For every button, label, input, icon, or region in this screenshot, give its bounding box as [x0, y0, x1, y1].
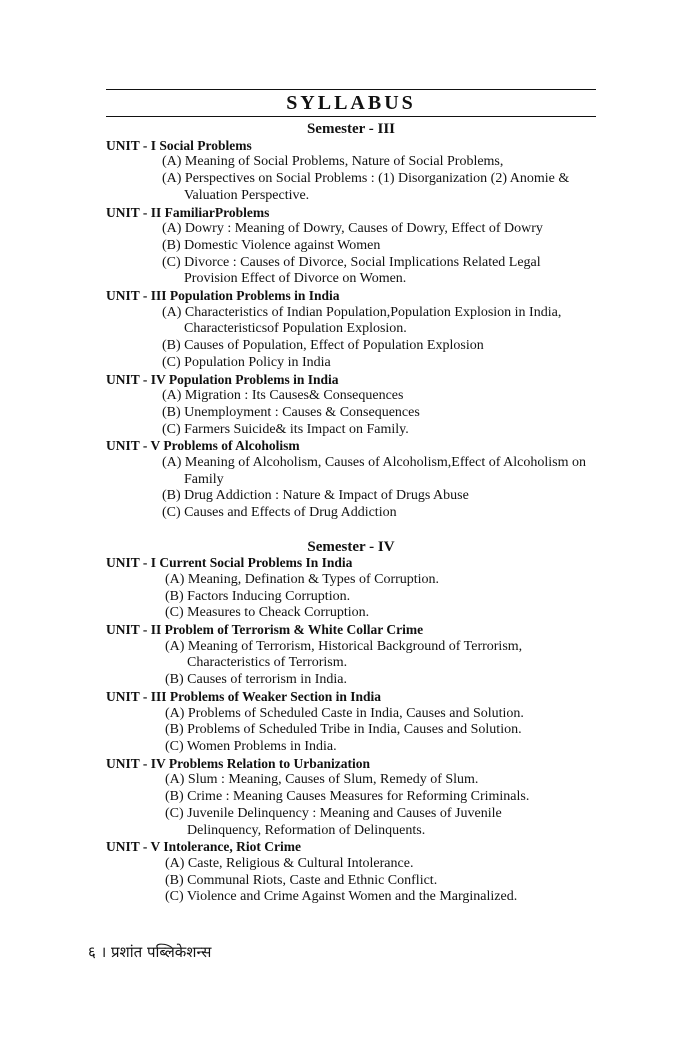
item-text: (B) Problems of Scheduled Tribe in India, Causes and Solution. [165, 722, 522, 738]
unit-title: UNIT - III Problems of Weaker Section in India [106, 688, 382, 704]
unit-block [106, 438, 606, 522]
item-text: (C) Juvenile Delinquency : Meaning and Causes of Juvenile [165, 805, 502, 821]
item-text: (A) Problems of Scheduled Caste in India, Causes and Solution. [165, 705, 524, 721]
item-text: (B) Causes of Population, Effect of Population Explosion [162, 338, 484, 354]
item-text: (B) Unemployment : Causes & Consequences [162, 404, 420, 420]
syllabus-item [106, 589, 606, 606]
syllabus-item [106, 455, 606, 488]
semester-heading: Semester - IV [307, 538, 395, 555]
semester-section [106, 121, 606, 522]
syllabus-item [106, 338, 606, 355]
syllabus-item [106, 739, 606, 756]
item-continuation: Delinquency, Reformation of Delinquents. [187, 822, 426, 838]
syllabus-item [106, 672, 606, 689]
unit-block [106, 622, 606, 689]
unit-title: UNIT - I Social Problems [106, 137, 252, 153]
title-underline [106, 116, 596, 117]
unit-title: UNIT - II Problem of Terrorism & White Collar Crime [106, 622, 424, 638]
syllabus-item [106, 722, 606, 739]
item-text: (A) Dowry : Meaning of Dowry, Causes of Dowry, Effect of Dowry [162, 221, 543, 237]
syllabus-item [106, 572, 606, 589]
item-text: (A) Slum : Meaning, Causes of Slum, Remedy of Slum. [165, 772, 479, 788]
item-text: (C) Farmers Suicide& its Impact on Family. [162, 421, 409, 437]
unit-block [106, 138, 606, 205]
unit-block [106, 839, 606, 906]
top-rule [106, 89, 596, 90]
item-text: (C) Divorce : Causes of Divorce, Social Implications Related Legal [162, 254, 541, 270]
syllabus-item [106, 505, 606, 522]
syllabus-item [106, 355, 606, 372]
unit-title: UNIT - I Current Social Problems In India [106, 555, 353, 571]
unit-block [106, 689, 606, 756]
syllabus-item [106, 889, 606, 906]
syllabus-item [106, 605, 606, 622]
syllabus-item [106, 305, 606, 338]
item-text: (B) Drug Addiction : Nature & Impact of Drugs Abuse [162, 488, 469, 504]
unit-title: UNIT - V Problems of Alcoholism [106, 438, 300, 454]
syllabus-content [106, 121, 606, 906]
syllabus-item [106, 706, 606, 723]
item-text: (A) Migration : Its Causes& Consequences [162, 388, 404, 404]
item-text: (B) Causes of terrorism in India. [165, 672, 347, 688]
syllabus-item [106, 422, 606, 439]
page-footer: ६ । प्रशांत पब्लिकेशन्स [88, 943, 212, 961]
unit-block [106, 555, 606, 622]
syllabus-item [106, 154, 606, 171]
syllabus-item [106, 388, 606, 405]
item-continuation: Valuation Perspective. [184, 187, 310, 203]
item-continuation: Characteristics of Terrorism. [187, 655, 348, 671]
unit-block [106, 205, 606, 289]
unit-title: UNIT - III Population Problems in India [106, 288, 340, 304]
item-text: (A) Meaning, Defination & Types of Corruption. [165, 571, 440, 587]
unit-title: UNIT - IV Problems Relation to Urbanization [106, 755, 371, 771]
unit-block [106, 372, 606, 439]
item-text: (B) Factors Inducing Corruption. [165, 588, 351, 604]
semester-section [106, 539, 606, 906]
item-text: (C) Violence and Crime Against Women and the Marginalized. [165, 889, 518, 905]
syllabus-item [106, 488, 606, 505]
syllabus-item [106, 405, 606, 422]
item-text: (A) Meaning of Alcoholism, Causes of Alcoholism,Effect of Alcoholism on [162, 455, 586, 471]
item-text: (A) Characteristics of Indian Population,Population Explosion in India, [162, 304, 562, 320]
unit-title: UNIT - V Intolerance, Riot Crime [106, 839, 301, 855]
item-text: (B) Communal Riots, Caste and Ethnic Conflict. [165, 872, 438, 888]
item-text: (C) Causes and Effects of Drug Addiction [162, 505, 397, 521]
syllabus-item [106, 238, 606, 255]
item-text: (B) Crime : Meaning Causes Measures for Reforming Criminals. [165, 789, 530, 805]
item-text: (A) Perspectives on Social Problems : (1) Disorganization (2) Anomie & [162, 171, 570, 187]
syllabus-item [106, 806, 606, 839]
semester-heading: Semester - III [306, 121, 396, 137]
syllabus-item [106, 789, 606, 806]
syllabus-item [106, 221, 606, 238]
unit-block [106, 288, 606, 372]
syllabus-item [106, 255, 606, 288]
item-continuation: Family [184, 471, 224, 487]
item-text: (C) Measures to Cheack Corruption. [165, 605, 370, 621]
page-title: SYLLABUS [286, 92, 416, 114]
syllabus-item [106, 856, 606, 873]
item-continuation: Provision Effect of Divorce on Women. [184, 271, 407, 287]
item-text: (A) Caste, Religious & Cultural Intolerance. [165, 855, 414, 871]
item-text: (C) Population Policy in India [162, 354, 331, 370]
item-text: (C) Women Problems in India. [165, 739, 337, 754]
unit-block [106, 756, 606, 840]
item-text: (A) Meaning of Social Problems, Nature of Social Problems, [162, 154, 504, 170]
unit-title: UNIT - IV Population Problems in India [106, 371, 339, 387]
syllabus-item [106, 772, 606, 789]
syllabus-item [106, 873, 606, 890]
item-continuation: Characteristicsof Population Explosion. [184, 321, 407, 337]
syllabus-item [106, 171, 606, 204]
item-text: (B) Domestic Violence against Women [162, 237, 381, 253]
unit-title: UNIT - II FamiliarProblems [106, 204, 270, 220]
item-text: (A) Meaning of Terrorism, Historical Background of Terrorism, [165, 638, 523, 654]
syllabus-item [106, 639, 606, 672]
